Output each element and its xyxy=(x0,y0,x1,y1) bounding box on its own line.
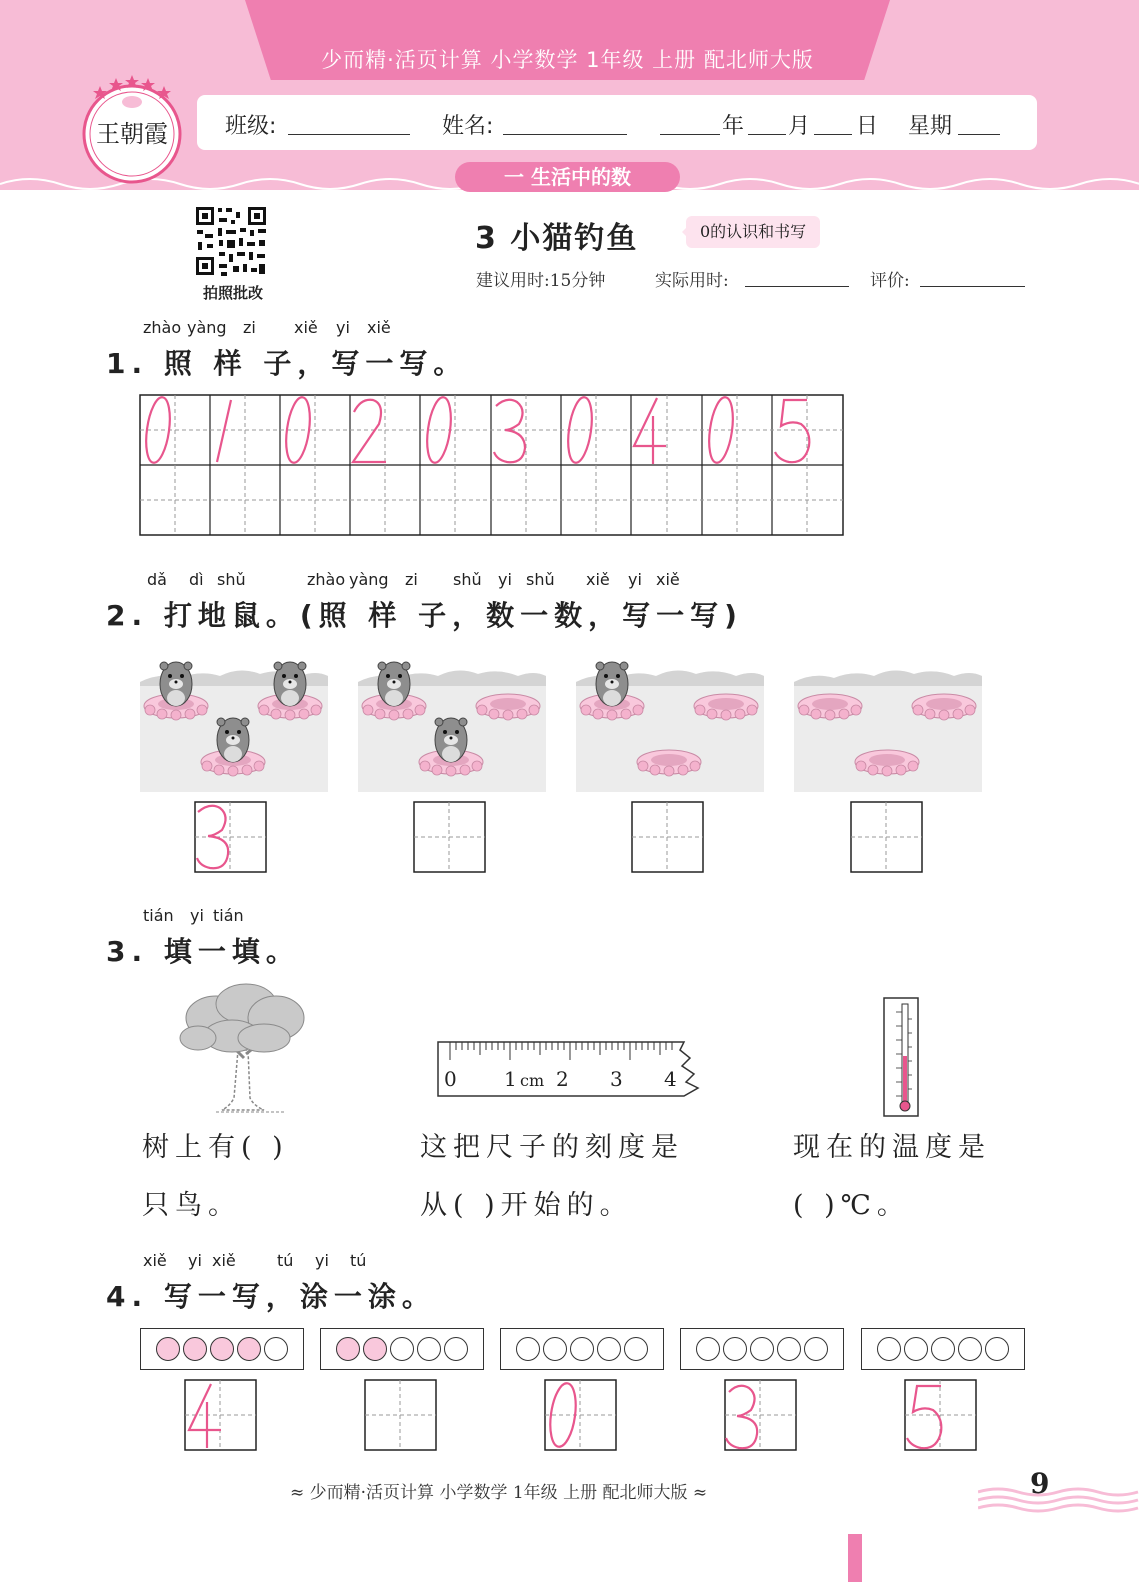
circle[interactable] xyxy=(210,1337,234,1361)
q1-text: 1. 照 样 子，写一写。 xyxy=(106,347,468,380)
weekday-label: 星期 xyxy=(908,114,953,139)
circle-group-2[interactable] xyxy=(320,1328,484,1370)
qr-code-icon[interactable] xyxy=(193,204,269,278)
year-label: 年 xyxy=(722,114,745,139)
class-field[interactable] xyxy=(288,134,410,135)
circle[interactable] xyxy=(877,1337,901,1361)
q4-answer-boxes[interactable] xyxy=(183,1378,983,1454)
circle[interactable] xyxy=(597,1337,621,1361)
ruler-label-3: 3 xyxy=(610,1067,623,1091)
ruler-label-unit: cm xyxy=(520,1071,545,1090)
circle[interactable] xyxy=(237,1337,261,1361)
circle[interactable] xyxy=(516,1337,540,1361)
circle[interactable] xyxy=(444,1337,468,1361)
circle-group-5[interactable] xyxy=(861,1328,1025,1370)
circle[interactable] xyxy=(156,1337,180,1361)
circle[interactable] xyxy=(777,1337,801,1361)
rating-field[interactable] xyxy=(920,286,1025,287)
ruler-illustration xyxy=(436,1038,704,1100)
ruler-label-4: 4 xyxy=(664,1067,677,1091)
q3-item2-line2: 从( )开始的。 xyxy=(420,1190,633,1221)
q4-text: 4. 写一写，涂一涂。 xyxy=(106,1280,436,1313)
circle[interactable] xyxy=(363,1337,387,1361)
ruler-label-1: 1 xyxy=(504,1067,517,1091)
circle-group-3[interactable] xyxy=(500,1328,664,1370)
day-field[interactable] xyxy=(814,134,852,135)
logo-text: 王朝霞 xyxy=(96,120,168,148)
month-label: 月 xyxy=(788,114,811,139)
class-label: 班级: xyxy=(225,114,277,139)
circle[interactable] xyxy=(958,1337,982,1361)
circle[interactable] xyxy=(183,1337,207,1361)
q3-item3-line1: 现在的温度是 xyxy=(793,1132,991,1163)
circle[interactable] xyxy=(390,1337,414,1361)
ruler-label-2: 2 xyxy=(556,1067,569,1091)
name-label: 姓名: xyxy=(442,114,494,139)
q2-text: 2. 打地鼠。(照 样 子，数一数，写一写) xyxy=(106,599,743,632)
tree-illustration xyxy=(176,980,308,1115)
circle[interactable] xyxy=(264,1337,288,1361)
circle[interactable] xyxy=(624,1337,648,1361)
ruler-label-0: 0 xyxy=(444,1067,457,1091)
footer-wave xyxy=(978,1484,1139,1514)
page-number: 9 xyxy=(1030,1467,1050,1500)
circle[interactable] xyxy=(417,1337,441,1361)
circle-group-4[interactable] xyxy=(680,1328,844,1370)
thermometer-illustration xyxy=(882,996,922,1118)
month-field[interactable] xyxy=(748,134,786,135)
page-edge-tab xyxy=(848,1534,862,1582)
q1-writing-grid[interactable] xyxy=(139,394,845,538)
circle[interactable] xyxy=(543,1337,567,1361)
day-label: 日 xyxy=(856,114,879,139)
suggested-time: 建议用时:15分钟 xyxy=(476,271,606,291)
circle[interactable] xyxy=(723,1337,747,1361)
mole-scenes xyxy=(140,650,982,875)
q3-text: 3. 填一填。 xyxy=(106,935,300,968)
actual-time-label: 实际用时: xyxy=(655,271,729,291)
brand-logo xyxy=(80,72,185,187)
circle[interactable] xyxy=(570,1337,594,1361)
actual-time-field[interactable] xyxy=(745,286,849,287)
year-field[interactable] xyxy=(660,134,720,135)
qr-label: 拍照批改 xyxy=(202,284,263,302)
circle[interactable] xyxy=(931,1337,955,1361)
q3-item3-line2: ( )℃。 xyxy=(793,1190,910,1221)
circle[interactable] xyxy=(750,1337,774,1361)
q3-item2-line1: 这把尺子的刻度是 xyxy=(420,1132,684,1163)
rating-label: 评价: xyxy=(870,271,910,291)
circle[interactable] xyxy=(985,1337,1009,1361)
circle[interactable] xyxy=(804,1337,828,1361)
circle[interactable] xyxy=(904,1337,928,1361)
q3-item1-line1: 树上有( ) xyxy=(142,1132,289,1163)
circle-group-1[interactable] xyxy=(140,1328,304,1370)
unit-title: 一 生活中的数 xyxy=(455,162,680,192)
lesson-tag: 0的认识和书写 xyxy=(686,216,820,248)
circle[interactable] xyxy=(336,1337,360,1361)
weekday-field[interactable] xyxy=(958,134,1000,135)
circle[interactable] xyxy=(696,1337,720,1361)
lesson-title: 3 小猫钓鱼 xyxy=(475,221,639,256)
series-title: 少而精·活页计算 小学数学 1年级 上册 配北师大版 xyxy=(321,48,814,72)
footer-series: ≈ 少而精·活页计算 小学数学 1年级 上册 配北师大版 ≈ xyxy=(290,1483,708,1503)
q3-item1-line2: 只鸟。 xyxy=(142,1190,241,1221)
name-field[interactable] xyxy=(503,134,627,135)
